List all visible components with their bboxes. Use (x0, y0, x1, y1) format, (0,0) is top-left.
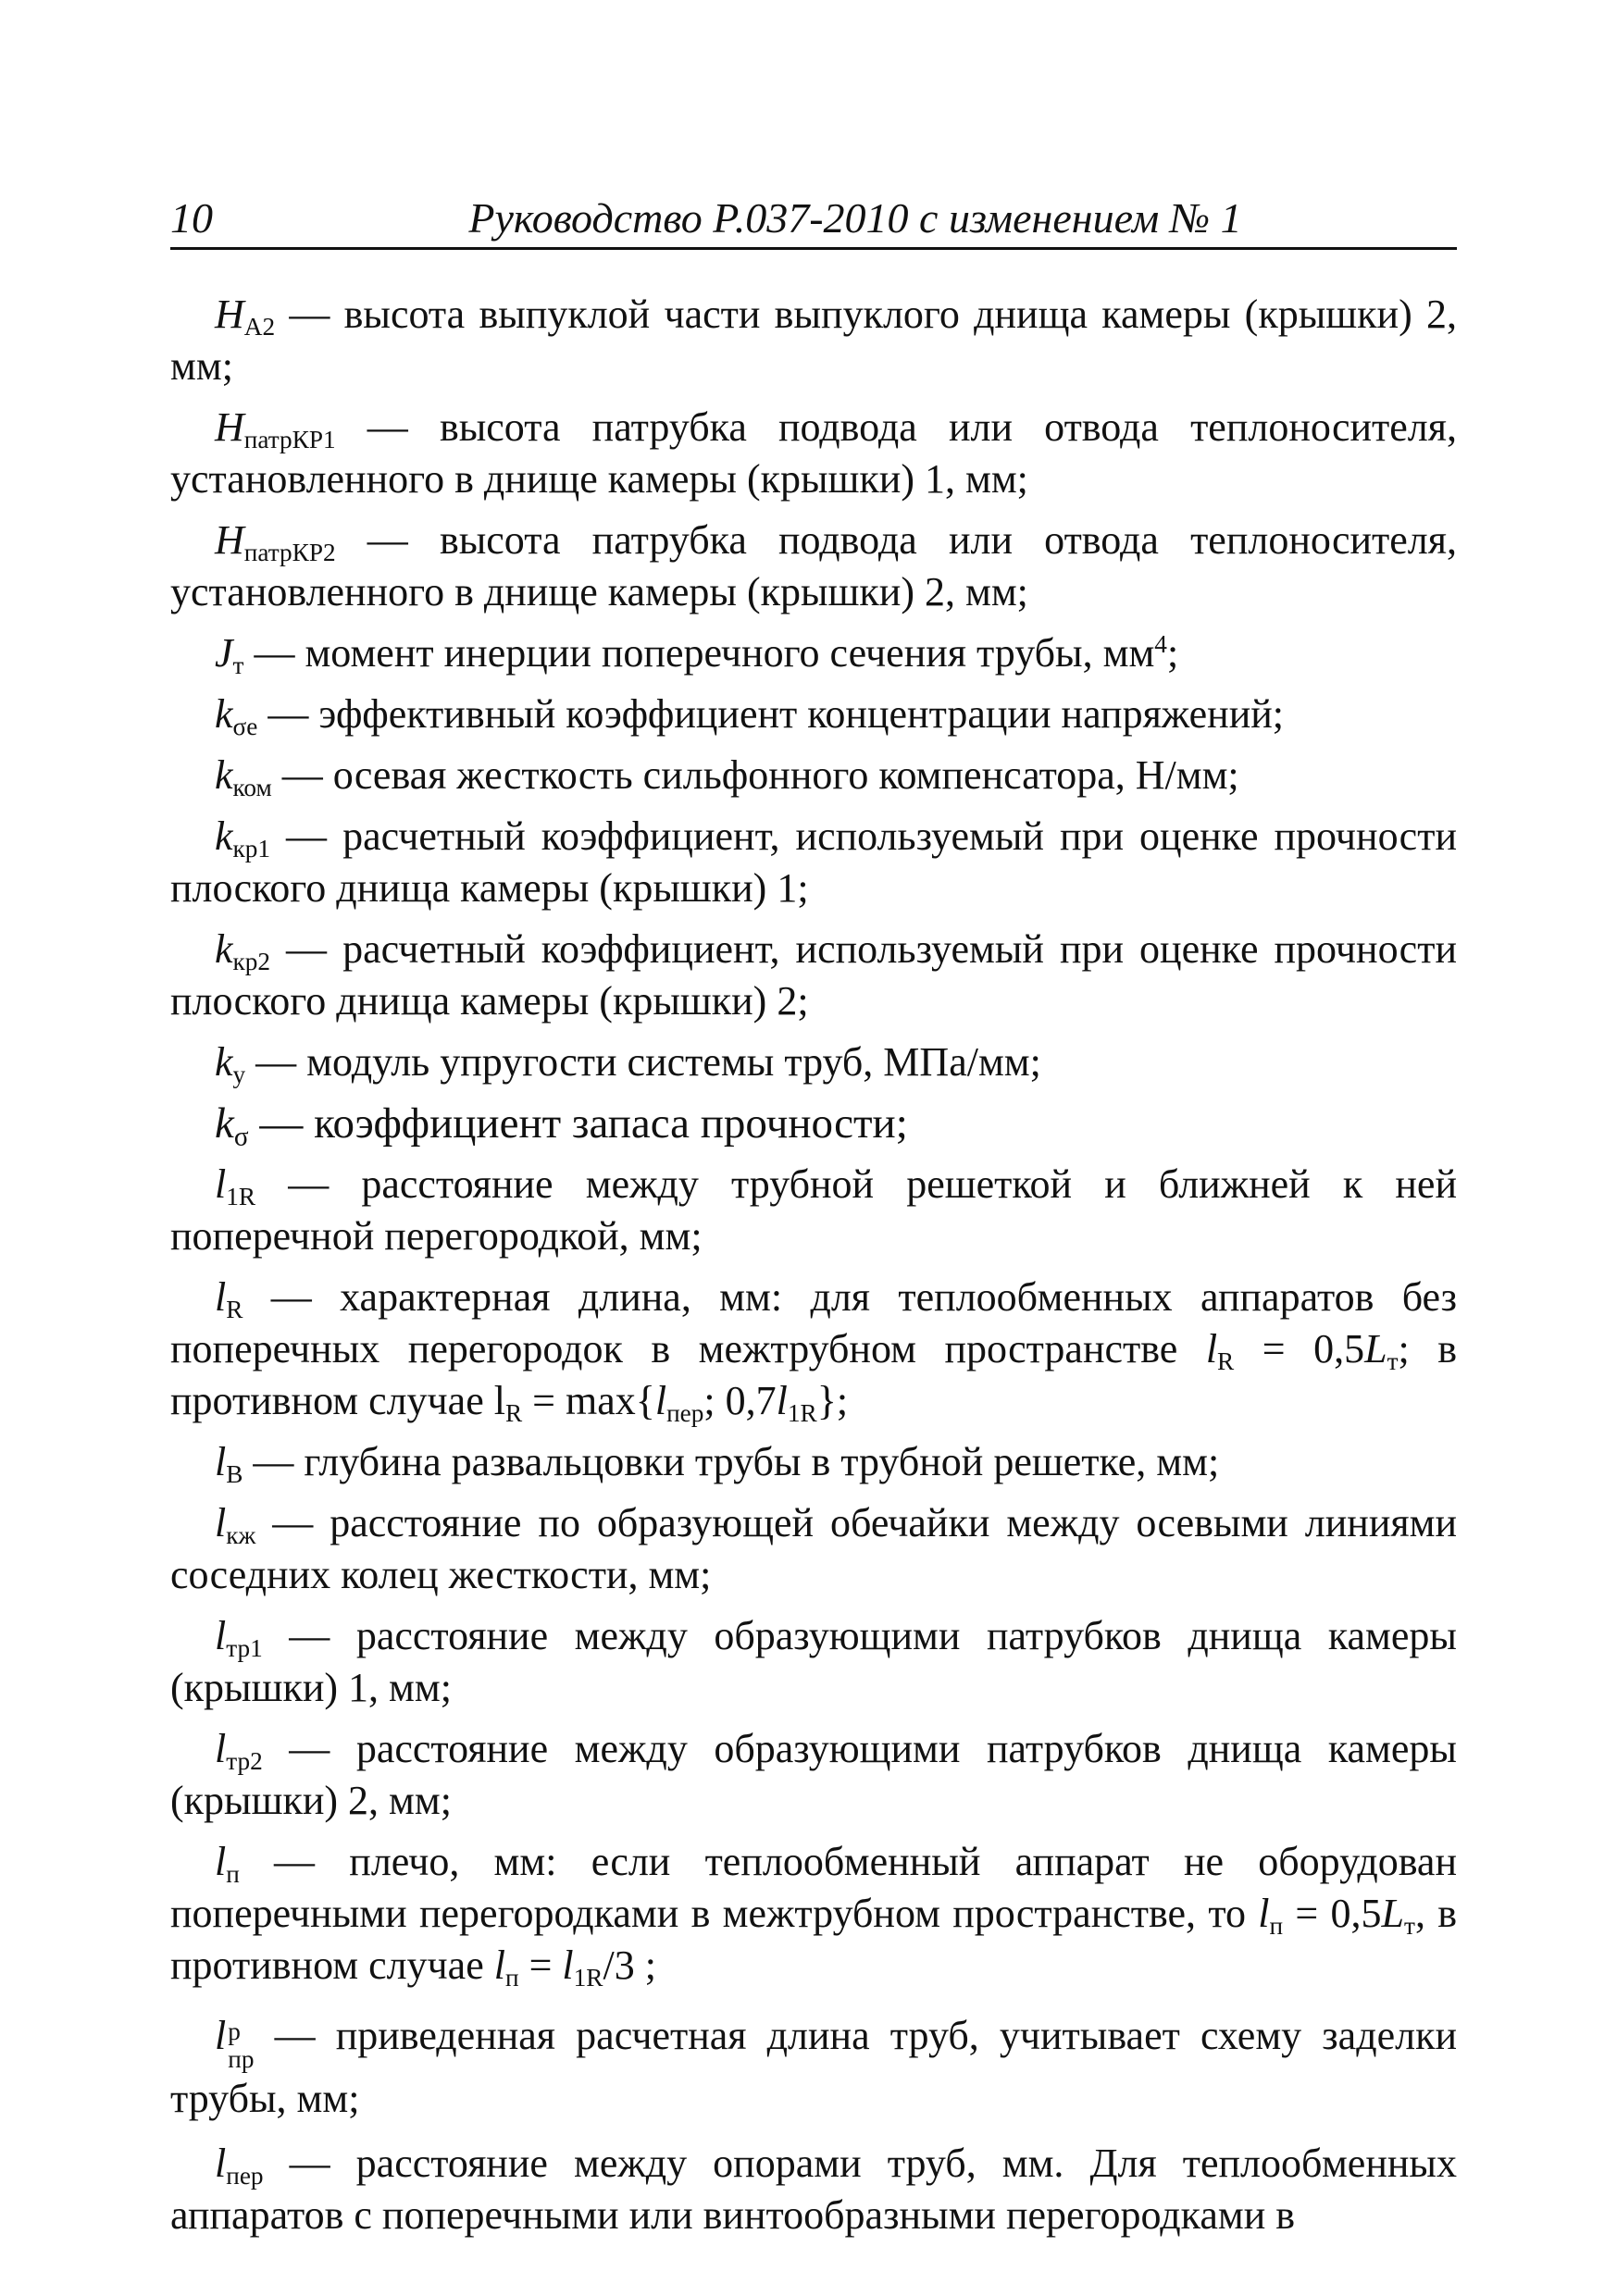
symbol: $l_В$ (215, 1439, 243, 1489)
formula-symbol: $l_п$ (1258, 1891, 1284, 1941)
symbol: $J_т$ (215, 630, 244, 680)
definition-l-tr2: $l_{тр2}$ — расстояние между образующими патрубков днища камеры (крышки) 2, мм; (170, 1726, 1457, 1823)
page-number: 10 (170, 194, 213, 242)
definition-h-a2: $H_{A2}$ — высота выпуклой части выпуклого днища камеры (крышки) 2, мм; (170, 292, 1457, 389)
page-header (170, 190, 1457, 250)
formula-symbol: $L_т$ (1364, 1326, 1399, 1376)
symbol: l р пр (215, 2013, 255, 2073)
symbol: $l_{1R}$ (215, 1161, 256, 1211)
definition-k-kr1: $k_{кр1}$ — расчетный коэффициент, используемый при оценке прочности плоского днища камеры (крышки) 1; (170, 813, 1457, 911)
symbol: $H_{A2}$ (215, 292, 276, 341)
definition-k-y: $k_у$ — модуль упругости системы труб, МПа/мм; (215, 1039, 1041, 1089)
symbol: $l_{пер}$ (215, 2140, 264, 2190)
definition-l-tr1: $l_{тр1}$ — расстояние между образующими патрубков днища камеры (крышки) 1, мм; (170, 1613, 1457, 1710)
symbol: $l_R$ (215, 1274, 243, 1324)
definition-l-r: $l_R$ — характерная длина, мм: для теплообменных аппаратов без поперечных перегородок в межтрубном пространстве $l_R = 0,5L_т$; в противном случае $l_R = \max\{l_{пер}$; $0,7l_{1R}$}; (170, 1274, 1457, 1428)
symbol: $l_{кж}$ (215, 1500, 256, 1550)
formula-symbol: $l_{1R}$ (776, 1378, 817, 1428)
symbol: $k_у$ (215, 1039, 246, 1089)
running-title: Руководство Р.037-2010 с изменением № 1 (468, 194, 1242, 242)
symbol: $k_{кр2}$ (215, 926, 271, 976)
definition-l-per: $l_{пер}$ — расстояние между опорами труб, мм. Для теплообменных аппаратов с поперечными или винтообразными перегородками в (170, 2140, 1457, 2238)
definition-k-kom: $k_{ком}$ — осевая жесткость сильфонного компенсатора, Н/мм; (215, 752, 1239, 802)
definition-h-patr-kr1: $H_{патрКР1}$ — высота патрубка подвода или отвода теплоносителя, установленного в днище камеры (крышки) 1, мм; (170, 404, 1457, 502)
definition-l-1r: $l_{1R}$ — расстояние между трубной решеткой и ближней к ней поперечной перегородкой, мм; (170, 1161, 1457, 1259)
definition-j-t: $J_т$ — момент инерции поперечного сечения трубы, $мм^4$; (215, 630, 1179, 680)
definition-l-kzh: $l_{кж}$ — расстояние по образующей обечайки между осевыми линиями соседних колец жесткости, мм; (170, 1500, 1457, 1597)
symbol: $l_п$ (215, 1839, 240, 1889)
definition-l-pr-r: l р пр — приведенная расчетная длина труб, учитывает схему заделки трубы, мм; (170, 2013, 1457, 2121)
symbol: $k_\sigma$ (215, 1099, 249, 1152)
sub-sup-stack: р пр (228, 2017, 255, 2073)
definition-k-sigma: $k_\sigma$ — коэффициент запаса прочности; (215, 1099, 908, 1152)
formula-symbol: $L_т$ (1381, 1891, 1415, 1941)
symbol: $k_{\sigma e}$ (215, 691, 258, 741)
formula-symbol: $l_{1R}$ (562, 1942, 603, 1992)
definition-h-patr-kr2: $H_{патрКР2}$ — высота патрубка подвода или отвода теплоносителя, установленного в днище камеры (крышки) 2, мм; (170, 517, 1457, 614)
formula-symbol: $l_п$ (493, 1942, 519, 1992)
definition-k-sigma-e: $k_{\sigma e}$ — эффективный коэффициент концентрации напряжений; (215, 691, 1285, 741)
symbol: $k_{ком}$ (215, 752, 272, 802)
symbol: $l_{тр2}$ (215, 1726, 263, 1776)
symbol: $k_{кр1}$ (215, 813, 271, 863)
symbol: $l_{тр1}$ (215, 1613, 263, 1663)
definition-k-kr2: $k_{кр2}$ — расчетный коэффициент, используемый при оценке прочности плоского днища камеры (крышки) 2; (170, 926, 1457, 1024)
document-body (170, 289, 1457, 2251)
definition-l-v: $l_В$ — глубина развальцовки трубы в трубной решетке, мм; (215, 1439, 1220, 1489)
symbol: $H_{патрКР2}$ (215, 517, 336, 567)
symbol: $H_{патрКР1}$ (215, 404, 336, 454)
formula-symbol: $l_R$ (1205, 1326, 1235, 1376)
definition-l-p: $l_п$ — плечо, мм: если теплообменный аппарат не оборудован поперечными перегородками в межтрубном пространстве, то $l_п = 0,5L_т$, в противном случае $l_п = l_{1R}/3$ ; (170, 1839, 1458, 1992)
formula-symbol: $l_{пер}$ (654, 1378, 704, 1428)
